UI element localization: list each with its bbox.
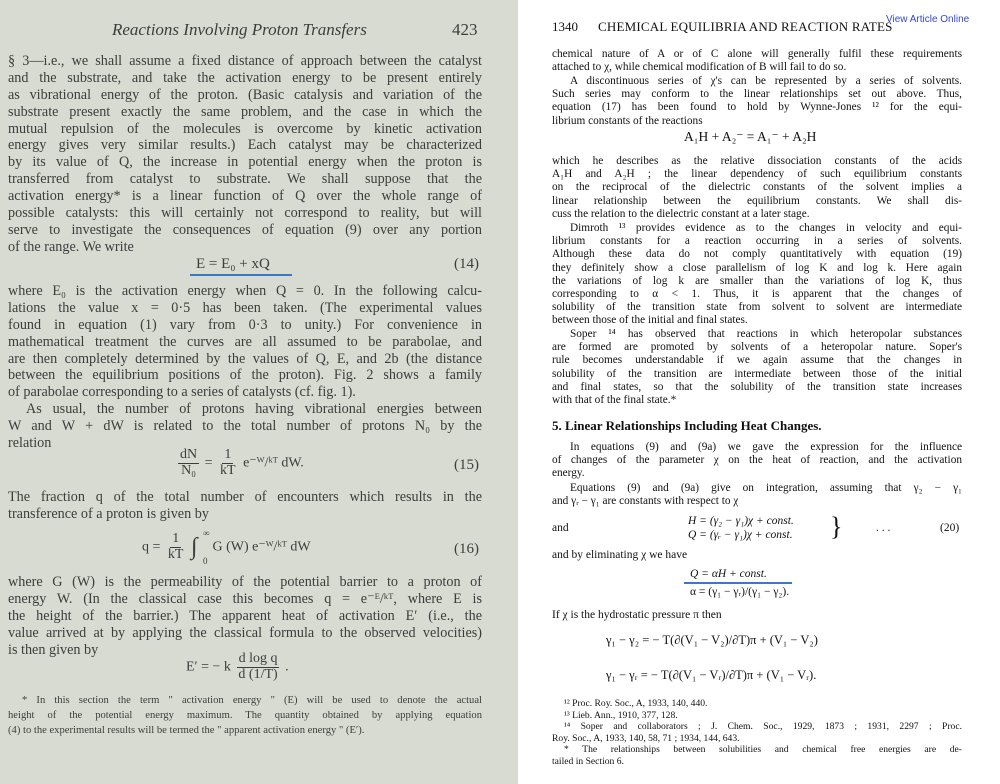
right-paragraph-1 (552, 48, 962, 74)
text-line: value arrived at by applying the classical formula to the observed velocities) (8, 624, 482, 641)
text-line: they definitely show a close parallelism of log K and log k. Here again (552, 261, 962, 274)
text-line: solubility of the transition are intermediate between those of the initial (552, 367, 962, 380)
text-line: equation (17) has been found to hold by Wynne-Jones ¹² for the equi- (552, 101, 962, 114)
eq15-numerator: dN (180, 447, 198, 462)
reference-line: * The relationships between solubilities and chemical free energies are de- (564, 744, 962, 755)
text-line: energy. (552, 467, 585, 480)
left-paragraph-4 (8, 489, 482, 523)
reference-line: ¹⁴ Soper and collaborators ; J. Chem. Soc., 1929, 1873 ; 1931, 2297 ; Proc. (564, 721, 962, 732)
text-line: the variations of log k are smaller than the variations of log K, thus (552, 274, 962, 287)
text-line: activation energy* is a linear function of Q over the whole range of (8, 188, 482, 205)
references (552, 698, 962, 767)
text-line: serve to investigate the consequences of equation (9) over any portion (8, 221, 482, 238)
footnote-line: height of the potential energy maximum. The quantity obtained by applying equation (8, 710, 482, 721)
text-line: and γᵣ − γ₁ are constants with respect to χ (552, 495, 739, 508)
text-line: attached to χ, while chemical modification of B will fail to do so. (552, 61, 847, 74)
right-paragraph-5 (552, 328, 962, 407)
text-line: Soper ¹⁴ has observed that reactions in which heteropolar substances (570, 328, 962, 340)
text-line: between those of the initial and final states. (552, 314, 748, 327)
text-line: The fraction q of the total number of encounters which results in the (8, 489, 482, 505)
text-line: cuss the relation to the dielectric constant at a later stage. (552, 207, 810, 220)
integral-upper: ∞ (202, 527, 210, 538)
text-line: In equations (9) and (9a) we gave the expression for the influence (570, 441, 962, 453)
eq17-lhs: E′ = − k (186, 659, 231, 675)
left-page-number: 423 (452, 20, 478, 39)
text-line: rule becomes understandable if we again assume that the changes in (552, 354, 962, 367)
text-line: where E₀ is the activation energy when Q = 0. In the following calcu- (8, 283, 482, 299)
equation-alpha-definition: α = (γ₁ − γᵣ)/(γ₁ − γ₂). (690, 586, 790, 598)
text-line: and the substrate, and take the activation energy to be present entirely (8, 69, 482, 86)
text-line: the height of the barrier.) The apparent heat of activation E′ (i.e., the (8, 607, 482, 624)
eq20-number: (20) (940, 522, 960, 534)
equation-pressure-1: γ₁ − γ₂ = − T(∂(V₁ − V₂)/∂T)π + (V₁ − V₂) (606, 633, 818, 647)
text-line: relation (8, 434, 52, 451)
text-line: As usual, the number of protons having vibrational energies between (26, 401, 482, 417)
right-page-number: 1340 (552, 19, 578, 34)
text-line: mathematical treatment the curves are all assumed to be parabolae, and (8, 333, 482, 350)
text-line: librium constants for a reaction occurring in a series of solvents. (552, 235, 962, 248)
eq16-rest: G (W) e⁻ᵂ/ᵏᵀ dW (212, 539, 311, 555)
right-paragraph-2 (552, 75, 962, 128)
equation-14: E = E₀ + xQ (196, 256, 270, 272)
integral-sign: ∫ (190, 533, 198, 560)
left-paragraph-1 (8, 53, 482, 256)
eq15-one: 1 (224, 447, 232, 462)
reference-line: tailed in Section 6. (552, 755, 624, 767)
eq17-denominator: d (1/T) (238, 666, 278, 682)
left-footnote (8, 693, 482, 738)
eq16-one: 1 (172, 531, 180, 546)
eq20-dots: . . . (876, 522, 891, 534)
text-line: linear relationship between the equilibrium constants. We shall dis- (552, 194, 962, 207)
eq16-kt: kT (167, 546, 184, 562)
text-line: Equations (9) and (9a) give on integration, assuming that γ₂ − γ₁ (570, 482, 962, 494)
right-running-header: CHEMICAL EQUILIBRIA AND REACTION RATES (598, 19, 893, 34)
left-paragraph-3 (8, 401, 482, 452)
text-line: Such series may conform to the linear relationships set out above. Thus, (552, 88, 962, 101)
right-paragraph-7 (552, 482, 962, 508)
text-line: on the reciprocal of the dielectric constants of the solvent implies a (552, 181, 962, 194)
eq15-kt: kT (220, 462, 236, 478)
text-line: chemical nature of A or of C alone will generally fulfil these requirements (552, 48, 962, 60)
footnote-line: * In this section the term " activation energy " (E) will be used to denote the actual (22, 695, 482, 706)
left-paragraph-5 (8, 574, 482, 658)
equation-14-number: (14) (454, 256, 479, 272)
text-line: of changes of the parameter χ on the heat of reaction, and the activation (552, 454, 962, 467)
section-heading: 5. Linear Relationships Including Heat Changes. (552, 418, 822, 433)
text-line: A₁H and A₂H ; the linear dependency of such equilibrium constants (552, 168, 962, 181)
equation-17 (186, 652, 289, 682)
text-line: librium constants of the reactions (552, 114, 703, 127)
right-paragraph-6 (552, 441, 962, 481)
text-line: energy gives very similar results.) Each catalyst may be characterized (8, 137, 482, 154)
text-line: transference of a proton is given by (8, 505, 209, 522)
text-line: where G (W) is the permeability of the potential barrier to a proton of (8, 574, 482, 590)
eq17-end: . (285, 659, 289, 675)
text-line: Although these data do not comply quantitatively with equation (19) (552, 248, 962, 261)
text-line: between the equilibrium positions of the proton). Fig. 2 shows a family (8, 367, 482, 384)
eliminating-text: and by eliminating χ we have (552, 549, 688, 561)
left-paragraph-2 (8, 283, 482, 401)
text-line: are then completely determined by the values of Q, E, and 2b (the distance (8, 350, 482, 367)
text-line: with that of the final state.* (552, 393, 677, 406)
text-line: solubility of the transition state from solvent to solvent are intermediate (552, 301, 962, 314)
pressure-text: If χ is the hydrostatic pressure π then (552, 609, 722, 621)
right-paragraph-4 (552, 222, 962, 328)
equation-20 (688, 514, 794, 542)
highlight-underline (190, 274, 292, 276)
equation-q-alpha: Q = αH + const. (690, 568, 767, 580)
and-label: and (552, 522, 569, 534)
equation-16 (142, 527, 311, 566)
text-line: are formed are promoted by solvents of a heteropolar nature. Soper's (552, 341, 962, 354)
eq20-line-2: Q = (γᵣ − γ₁)χ + const. (688, 529, 793, 541)
text-line: and final states, so that the solubility of the transition state increases (552, 380, 962, 393)
reference-line: ¹² Proc. Roy. Soc., A, 1933, 140, 440. (564, 698, 708, 709)
text-line: W and W + dW is related to the total number of protons N₀ by the (8, 417, 482, 434)
text-line: by its value of Q, the increase in potential energy when the proton is (8, 154, 482, 171)
text-line: corresponding to α < 1. Thus, it is apparent that the changes of (552, 287, 962, 300)
text-line: transferred from catalyst to substrate. We shall suppose that the (8, 171, 482, 188)
right-paragraph-3 (552, 155, 962, 221)
eq20-line-1: H = (γ₂ − γ₁)χ + const. (688, 515, 794, 527)
equation-acid-exchange: A₁H + A₂⁻ = A₁⁻ + A₂H (684, 129, 817, 144)
right-page (518, 0, 1000, 784)
reference-line: ¹³ Lieb. Ann., 1910, 377, 128. (564, 709, 678, 721)
text-line: of parabolae corresponding to a series of catalysts (cf. fig. 1). (8, 384, 356, 401)
view-article-online-link[interactable]: View Article Online (886, 14, 970, 25)
equation-16-number: (16) (454, 541, 479, 557)
text-line: A discontinuous series of χ's can be represented by a series of solvents. (570, 75, 962, 87)
highlight-underline (684, 582, 792, 584)
eq15-rest: e⁻ᵂ/ᵏᵀ dW. (243, 455, 304, 471)
equation-15-number: (15) (454, 457, 479, 473)
eq20-brace: } (830, 512, 843, 541)
text-line: mutual repulsion of the molecules is overcome by kinetic activation (8, 120, 482, 137)
eq17-numerator: d log q (238, 651, 278, 666)
text-line: as vibrational energy of the proton. (Basic catalysis and variation of the (8, 86, 482, 103)
text-line: is then given by (8, 641, 99, 658)
left-running-header: Reactions Involving Proton Transfers (112, 20, 367, 39)
eq15-denominator: N₀ (181, 462, 197, 478)
text-line: possible catalysts: this will certainly not correspond to reality, but will (8, 205, 482, 222)
text-line: § 3—i.e., we shall assume a fixed distance of approach between the catalyst (8, 53, 482, 69)
text-line: of the range. We write (8, 238, 134, 255)
reference-line: Roy. Soc., A, 1933, 140, 58, 71 ; 1934, 144, 643. (552, 732, 740, 744)
equation-pressure-2: γ₁ − γᵣ = − T(∂(V₁ − Vᵣ)/∂T)π + (V₁ − Vᵣ). (606, 668, 817, 682)
eq16-lhs: q = (142, 539, 161, 555)
equation-15: $\frac{dN}{\text{N₀}}$ = $\frac{1}{kT}$ e⁻ᵂ/ᵏᵀ dW. (180, 447, 304, 478)
footnote-line: (4) to the experimental results will be termed the " apparent activation energy " (E′). (8, 725, 365, 736)
integral-lower: 0 (202, 555, 208, 566)
text-line: Dimroth ¹³ provides evidence as to the changes in velocity and equi- (570, 222, 962, 234)
text-line: lations the value x = 0·5 has been taken. (The experimental values (8, 299, 482, 316)
text-line: substrate present exactly the same problem, and the case in which the (8, 103, 482, 120)
text-line: energy W. (In the classical case this becomes q = e⁻ᴱ/ᵏᵀ, where E is (8, 590, 482, 607)
text-line: found in equation (1) vary from 0·3 to unity.) For convenience in (8, 316, 482, 333)
text-line: which he describes as the relative dissociation constants of the acids (552, 155, 962, 167)
